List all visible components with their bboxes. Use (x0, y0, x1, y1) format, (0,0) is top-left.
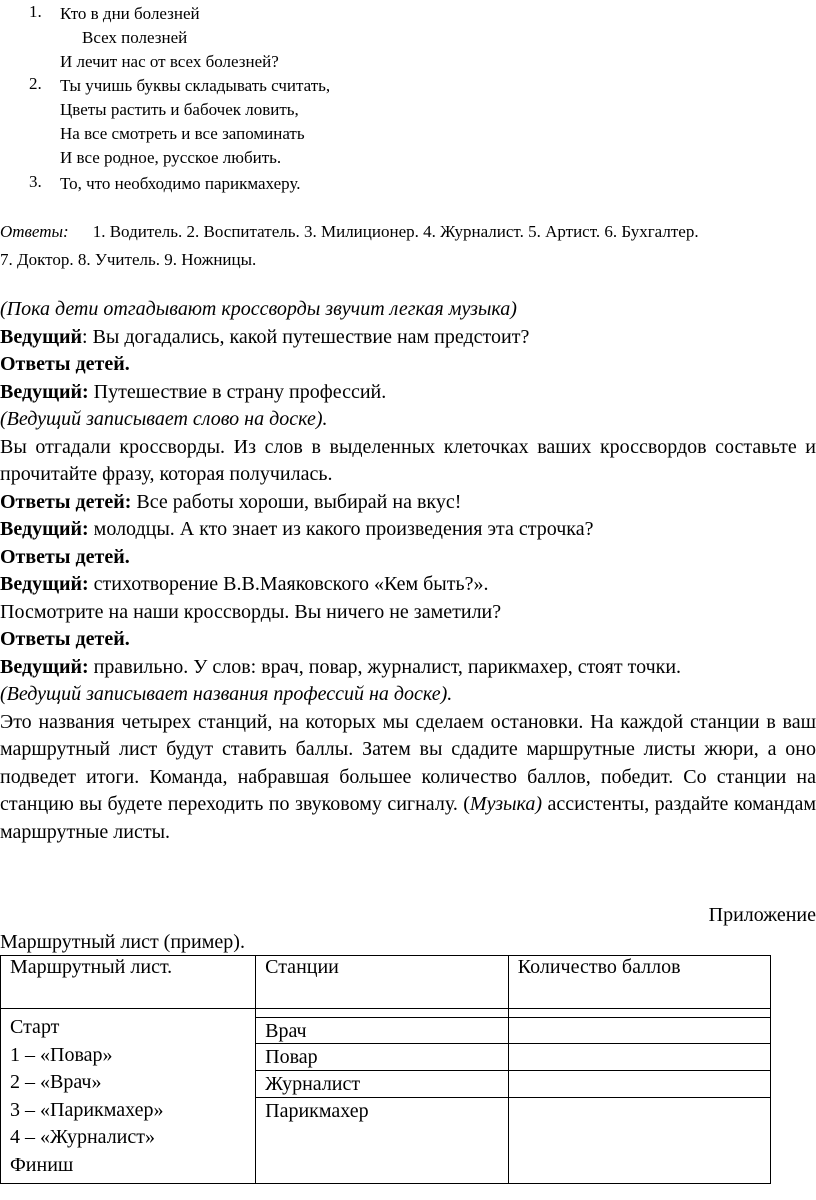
script-line (0, 516, 816, 544)
header-route: Маршрутный лист. (1, 956, 256, 1009)
riddle-line: Ты учишь буквы складывать считать, (60, 76, 331, 95)
header-stations: Станции (256, 956, 509, 1009)
host-line: молодцы. А кто знает из какого произведения эта строчка? (88, 518, 594, 540)
route-step: 4 – «Журналист» (10, 1126, 155, 1148)
host-line: Посмотрите на наши кроссворды. Вы ничего не заметили? (0, 600, 502, 623)
route-sheet-title: Маршрутный лист (пример). (0, 931, 245, 953)
station-item: Повар (256, 1044, 508, 1071)
table-row (1, 1009, 771, 1184)
riddle-number: 1. (29, 2, 42, 21)
music-note: (Пока дети отгадывают кроссворды звучит легкая музыка) (0, 298, 517, 320)
riddle-line: То, что необходимо парикмахеру. (60, 174, 301, 193)
speaker-host: Ведущий: (0, 518, 89, 540)
riddle-line: Всех полезней (82, 28, 188, 47)
script-line (0, 489, 816, 517)
stage-note: (Ведущий записывает названия профессий на доске). (0, 683, 453, 705)
event-script (0, 296, 816, 846)
stations-cell (256, 1009, 509, 1184)
stations-paragraph (0, 709, 816, 847)
host-line: Путешествие в страну профессий. (88, 380, 387, 403)
crossword-answers (0, 218, 816, 274)
route-step: 2 – «Врач» (10, 1071, 102, 1093)
riddle-number: 2. (29, 74, 42, 93)
table-header-row (1, 956, 771, 1009)
stations-text: Это названия четырех станций, на которых мы сделаем остановки. На каждой станции в ваш маршрутный лист будут ставить баллы. Затем вы сдадите маршрутные листы жюри, а оно подведет итоги. Команда, набравшая большее количество баллов, победит. Со станции на станцию вы будете переходить по звуковому сигналу. ( (0, 710, 816, 815)
route-sheet-table (0, 955, 771, 1184)
score-slot (509, 1098, 770, 1125)
script-line (0, 571, 816, 599)
stations-text-end: ассистенты, раздайте командам маршрутные листы. (0, 793, 816, 843)
speaker-host: Ведущий (0, 325, 83, 348)
host-line: правильно. У слов: врач, повар, журналист, парикмахер, стоят точки. (88, 655, 682, 678)
crossword-instruction: Вы отгадали кроссворды. Из слов в выделенных клеточках ваших кроссвордов составьте и прочитайте фразу, которая получилась. (0, 435, 816, 485)
script-line (0, 324, 816, 352)
speaker-kids: Ответы детей. (0, 545, 130, 568)
answers-line-2: 7. Доктор. 8. Учитель. 9. Ножницы. (0, 250, 257, 269)
appendix-label: Приложение (708, 904, 816, 926)
answers-line-1: 1. Водитель. 2. Воспитатель. 3. Милиционер. 4. Журналист. 5. Артист. 6. Бухгалтер. (92, 222, 699, 241)
speaker-host: Ведущий: (0, 573, 89, 595)
riddle-number: 3. (29, 172, 42, 191)
riddle-1 (0, 2, 279, 74)
route-step: Финиш (10, 1153, 74, 1176)
score-slot (509, 1017, 770, 1044)
script-line (0, 654, 816, 682)
riddle-line: Кто в дни болезней (60, 4, 200, 23)
kids-line: Все работы хороши, выбирай на вкус! (131, 490, 462, 513)
riddle-2 (0, 74, 330, 170)
host-line: : Вы догадались, какой путешествие нам предстоит? (82, 325, 530, 348)
score-cell (508, 1009, 770, 1184)
speaker-host: Ведущий: (0, 380, 89, 403)
speaker-host: Ведущий: (0, 655, 89, 678)
route-step: 3 – «Парикмахер» (10, 1098, 164, 1121)
speaker-kids: Ответы детей. (0, 353, 130, 375)
station-item: Парикмахер (265, 1100, 369, 1122)
riddle-line: И лечит нас от всех болезней? (60, 52, 279, 71)
riddle-line: На все смотреть и все запоминать (60, 124, 305, 143)
host-line: стихотворение В.В.Маяковского «Кем быть?». (88, 573, 489, 595)
header-score: Количество баллов (508, 956, 770, 1009)
route-step: 1 – «Повар» (10, 1043, 113, 1066)
speaker-kids: Ответы детей: (0, 490, 132, 513)
score-slot (509, 1071, 770, 1098)
route-cell (1, 1009, 256, 1184)
script-line (0, 379, 816, 407)
riddle-line: Цветы растить и бабочек ловить, (60, 100, 299, 119)
score-slot (509, 1044, 770, 1071)
stage-note: (Ведущий записывает слово на доске). (0, 408, 328, 430)
station-item: Журналист (256, 1071, 508, 1098)
speaker-kids: Ответы детей. (0, 628, 130, 650)
station-item: Врач (256, 1017, 508, 1044)
route-step: Старт (10, 1016, 60, 1038)
riddle-3 (0, 172, 301, 196)
riddle-line: И все родное, русское любить. (60, 148, 282, 167)
music-cue: Музыка) (469, 793, 543, 815)
answers-label: Ответы: (0, 222, 69, 241)
